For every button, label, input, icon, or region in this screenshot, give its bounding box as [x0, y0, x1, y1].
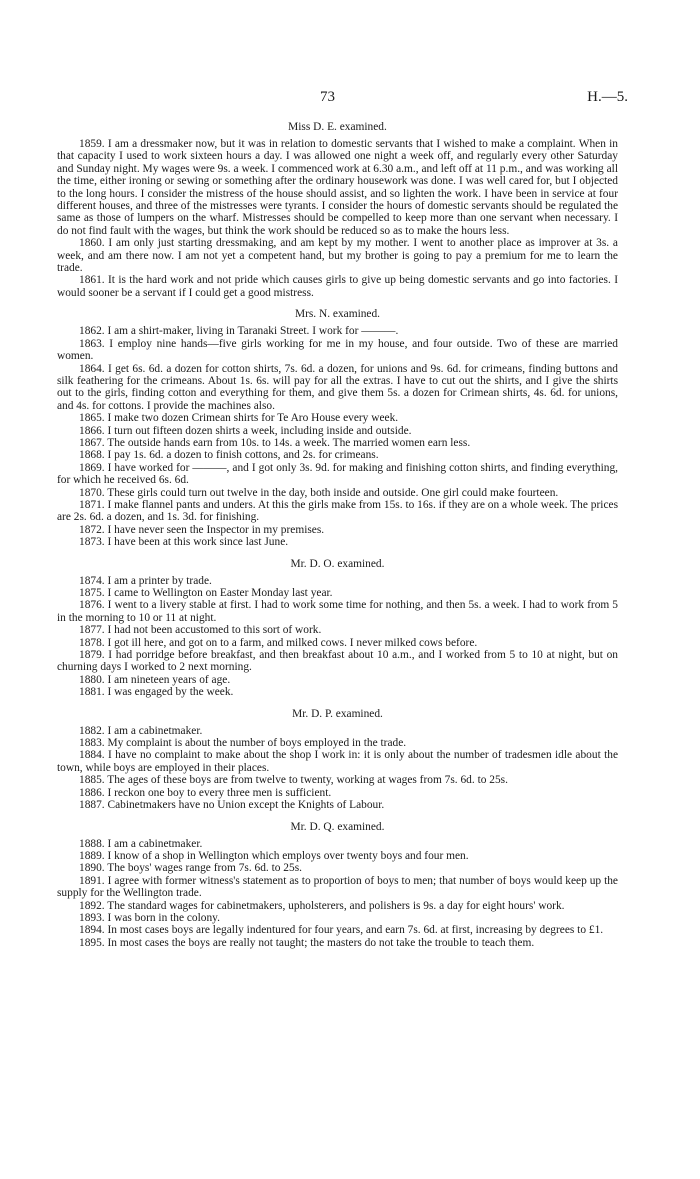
testimony-paragraph: 1871. I make flannel pants and unders. At this the girls make from 15s. to 16s. if they are on a whole week. The prices are 2s. 6d. a dozen, and 1s. 3d. for finishing. — [57, 498, 618, 524]
page-reference: H.—5. — [587, 89, 628, 105]
testimony-paragraph: 1887. Cabinetmakers have no Union except the Knights of Labour. — [79, 799, 385, 812]
testimony-paragraph: 1890. The boys' wages range from 7s. 6d. to 25s. — [79, 862, 302, 875]
testimony-paragraph: 1875. I came to Wellington on Easter Monday last year. — [79, 587, 333, 599]
testimony-paragraph: 1867. The outside hands earn from 10s. to 14s. a week. The married women earn less. — [79, 436, 471, 449]
testimony-paragraph: 1874. I am a printer by trade. — [79, 574, 212, 587]
testimony-paragraph: 1869. I have worked for ———, and I got only 3s. 9d. for making and finishing cotton shirts, and finding everything, for which he received 6s. 6d. — [57, 461, 618, 487]
section-heading: Mr. D. P. examined. — [292, 707, 383, 720]
examination-section — [57, 549, 618, 699]
testimony-paragraph: 1889. I know of a shop in Wellington which employs over twenty boys and four men. — [79, 849, 469, 862]
testimony-paragraph: 1884. I have no complaint to make about the shop I work in: it is only about the number of tradesmen idle about the town, while boys are employed in their places. — [57, 749, 618, 774]
testimony-paragraph: 1885. The ages of these boys are from twelve to twenty, working at wages from 7s. 6d. to 25s. — [79, 774, 508, 787]
testimony-paragraph: 1877. I had not been accustomed to this sort of work. — [79, 624, 322, 637]
section-heading: Mr. D. O. examined. — [290, 557, 385, 570]
testimony-paragraph: 1895. In most cases the boys are really not taught; the masters do not take the trouble to teach them. — [79, 936, 535, 949]
testimony-paragraph: 1891. I agree with former witness's statement as to proportion of boys to men; that number of boys would keep up the supply for the Wellington trade. — [57, 874, 618, 900]
testimony-paragraph: 1864. I get 6s. 6d. a dozen for cotton shirts, 7s. 6d. a dozen, for unions and 9s. 6d. for crimeans, finding buttons and silk feathering for the crimeans. About 1s. 6s. will pay for all the extras. I have to cut out the shirts, and I give the shirts out to the girls, finding cotton and everything for them, and give them 5s. a dozen for Crimean shirts, 4s. 6d. for unions, and 4s. for cottons. I provide the machines also. — [57, 362, 618, 412]
testimony-paragraph: 1868. I pay 1s. 6d. a dozen to finish cottons, and 2s. for crimeans. — [79, 449, 379, 462]
testimony-paragraph: 1873. I have been at this work since last June. — [79, 536, 289, 549]
testimony-paragraph: 1861. It is the hard work and not pride which causes girls to give up being domestic servants and go into factories. I would sooner be a servant if I could get a good mistress. — [57, 274, 618, 299]
testimony-paragraph: 1880. I am nineteen years of age. — [79, 673, 231, 686]
testimony-paragraph: 1886. I reckon one boy to every three men is sufficient. — [79, 786, 332, 799]
testimony-paragraph: 1883. My complaint is about the number of boys employed in the trade. — [79, 737, 407, 750]
testimony-paragraph: 1879. I had porridge before breakfast, and then breakfast about 10 a.m., and I worked from 5 to 10 at night, but on churning days I worked to 2 next morning. — [57, 649, 618, 674]
examination-section — [57, 812, 618, 950]
testimony-paragraph: 1882. I am a cabinetmaker. — [79, 724, 203, 737]
document-body — [57, 120, 618, 949]
testimony-paragraph: 1872. I have never seen the Inspector in my premises. — [79, 523, 325, 536]
testimony-paragraph: 1870. These girls could turn out twelve in the day, both inside and outside. One girl could make fourteen. — [79, 486, 559, 499]
testimony-paragraph: 1881. I was engaged by the week. — [79, 686, 234, 699]
page-number: 73 — [320, 89, 335, 105]
section-heading: Mr. D. Q. examined. — [290, 820, 385, 833]
examination-section — [57, 299, 618, 548]
testimony-paragraph: 1894. In most cases boys are legally indentured for four years, and earn 7s. 6d. at first, increasing by degrees to £1. — [79, 924, 604, 937]
section-heading: Miss D. E. examined. — [288, 121, 387, 133]
testimony-paragraph: 1863. I employ nine hands—five girls working for me in my house, and four outside. Two of these are married women. — [57, 337, 618, 363]
testimony-paragraph: 1876. I went to a livery stable at first. I had to work some time for nothing, and then 5s. a week. I had to work from 5 in the morning to 10 or 11 at night. — [57, 599, 618, 624]
testimony-paragraph: 1892. The standard wages for cabinetmakers, upholsterers, and polishers is 9s. a day for eight hours' work. — [79, 899, 565, 912]
examination-section — [57, 120, 618, 299]
testimony-paragraph: 1859. I am a dressmaker now, but it was in relation to domestic servants that I wished to make a complaint. When in that capacity I used to work sixteen hours a day. I was allowed one night a week off, and regularly every other Saturday and Sunday night. My wages were 9s. a week. I commenced work at 6.30 a.m., and left off at 11 p.m., and was working all the time, either ironing or sewing or something after the ordinary housework was done. I was well cared for, but I objected to the long hours. I consider the mistress of the house should assist, and so lighten the work. I have been in service at four different houses, and three of the mistresses were tyrants. I consider the hours of domestic servants should be regulated the same as those of lumpers on the wharf. Mistresses should be compelled to keep more than one servant when necessary. I do not find fault with the wages, but think the work should be reduced so as to make the hours less. — [57, 138, 618, 237]
testimony-paragraph: 1865. I make two dozen Crimean shirts for Te Aro House every week. — [79, 412, 399, 425]
testimony-paragraph: 1888. I am a cabinetmaker. — [79, 837, 203, 850]
testimony-paragraph: 1862. I am a shirt-maker, living in Taranaki Street. I work for ———. — [79, 325, 399, 338]
examination-section — [57, 699, 618, 812]
testimony-paragraph: 1878. I got ill here, and got on to a farm, and milked cows. I never milked cows before. — [79, 636, 478, 649]
testimony-paragraph: 1860. I am only just starting dressmaking, and am kept by my mother. I went to another place as improver at 3s. a week, and am there now. I am not yet a competent hand, but my brother is going to pay a premium for me to learn the trade. — [57, 237, 618, 275]
testimony-paragraph: 1866. I turn out fifteen dozen shirts a week, including inside and outside. — [79, 424, 412, 437]
section-heading: Mrs. N. examined. — [294, 308, 381, 321]
testimony-paragraph: 1893. I was born in the colony. — [79, 911, 220, 924]
